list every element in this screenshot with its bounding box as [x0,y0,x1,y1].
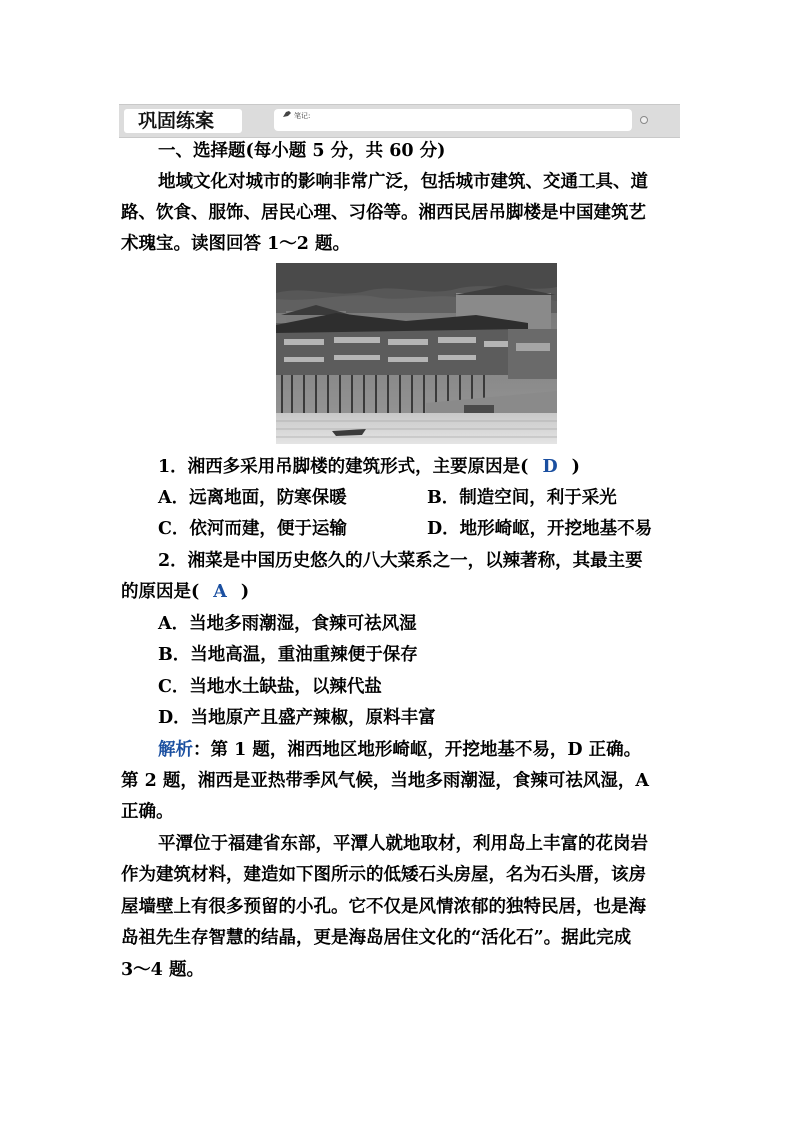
notes-input[interactable] [274,109,632,131]
analysis-text: ：第 1 题，湘西地区地形崎岖，开挖地基不易，D 正确。 [193,740,642,760]
pen-icon [282,109,292,123]
analysis-line [158,740,641,760]
stilt-house-photo [276,263,557,444]
question-1-stem [158,457,580,477]
question-2-answer: A [213,582,227,602]
question-1-option-d: D．地形崎岖，开挖地基不易 [427,519,653,539]
intro1-line: 路、饮食、服饰、居民心理、习俗等。湘西民居吊脚楼是中国建筑艺 [121,203,646,223]
question-1-answer: D [542,457,558,477]
question-2-stem-close: ) [240,582,250,602]
analysis-line: 第 2 题，湘西是亚热带季风气候，当地多雨潮湿，食辣可祛风湿，A [121,771,649,791]
question-1-option-a: A．远离地面，防寒保暖 [158,488,347,508]
lesson-title: 巩固练案 [124,109,242,133]
intro2-line: 岛祖先生存智慧的结晶，更是海岛居住文化的“活化石”。据此完成 [121,928,632,948]
intro2-line: 3～4 题。 [121,960,204,980]
question-1-stem-text: 1．湘西多采用吊脚楼的建筑形式，主要原因是( [158,457,529,477]
question-1-option-b: B．制造空间，利于采光 [427,488,617,508]
intro1-line: 地域文化对城市的影响非常广泛，包括城市建筑、交通工具、道 [158,172,648,192]
notes-toggle-button[interactable] [640,116,648,124]
section-heading: 一、选择题(每小题 5 分，共 60 分) [158,141,446,161]
question-2-option-d: D．当地原产且盛产辣椒，原料丰富 [158,708,436,728]
question-2-stem-text: 的原因是( [121,582,200,602]
lesson-header-bar [119,104,680,138]
question-2-stem-cont [121,582,249,602]
intro2-line: 作为建筑材料，建造如下图所示的低矮石头房屋，名为石头厝，该房 [121,865,646,885]
question-2-option-b: B．当地高温，重油重辣便于保存 [158,645,418,665]
notes-label: 笔记: [294,112,311,120]
intro1-line: 术瑰宝。读图回答 1～2 题。 [121,234,351,254]
analysis-line: 正确。 [121,802,174,822]
intro2-line: 屋墙壁上有很多预留的小孔。它不仅是风情浓郁的独特民居，也是海 [121,897,646,917]
analysis-label: 解析 [158,740,193,760]
question-1-option-c: C．依河而建，便于运输 [158,519,347,539]
intro2-line: 平潭位于福建省东部，平潭人就地取材，利用岛上丰富的花岗岩 [158,834,648,854]
question-2-option-c: C．当地水土缺盐，以辣代盐 [158,677,382,697]
question-2-option-a: A．当地多雨潮湿，食辣可祛风湿 [158,614,417,634]
question-1-stem-close: ) [571,457,580,477]
question-2-stem: 2．湘菜是中国历史悠久的八大菜系之一，以辣著称，其最主要 [158,551,643,571]
